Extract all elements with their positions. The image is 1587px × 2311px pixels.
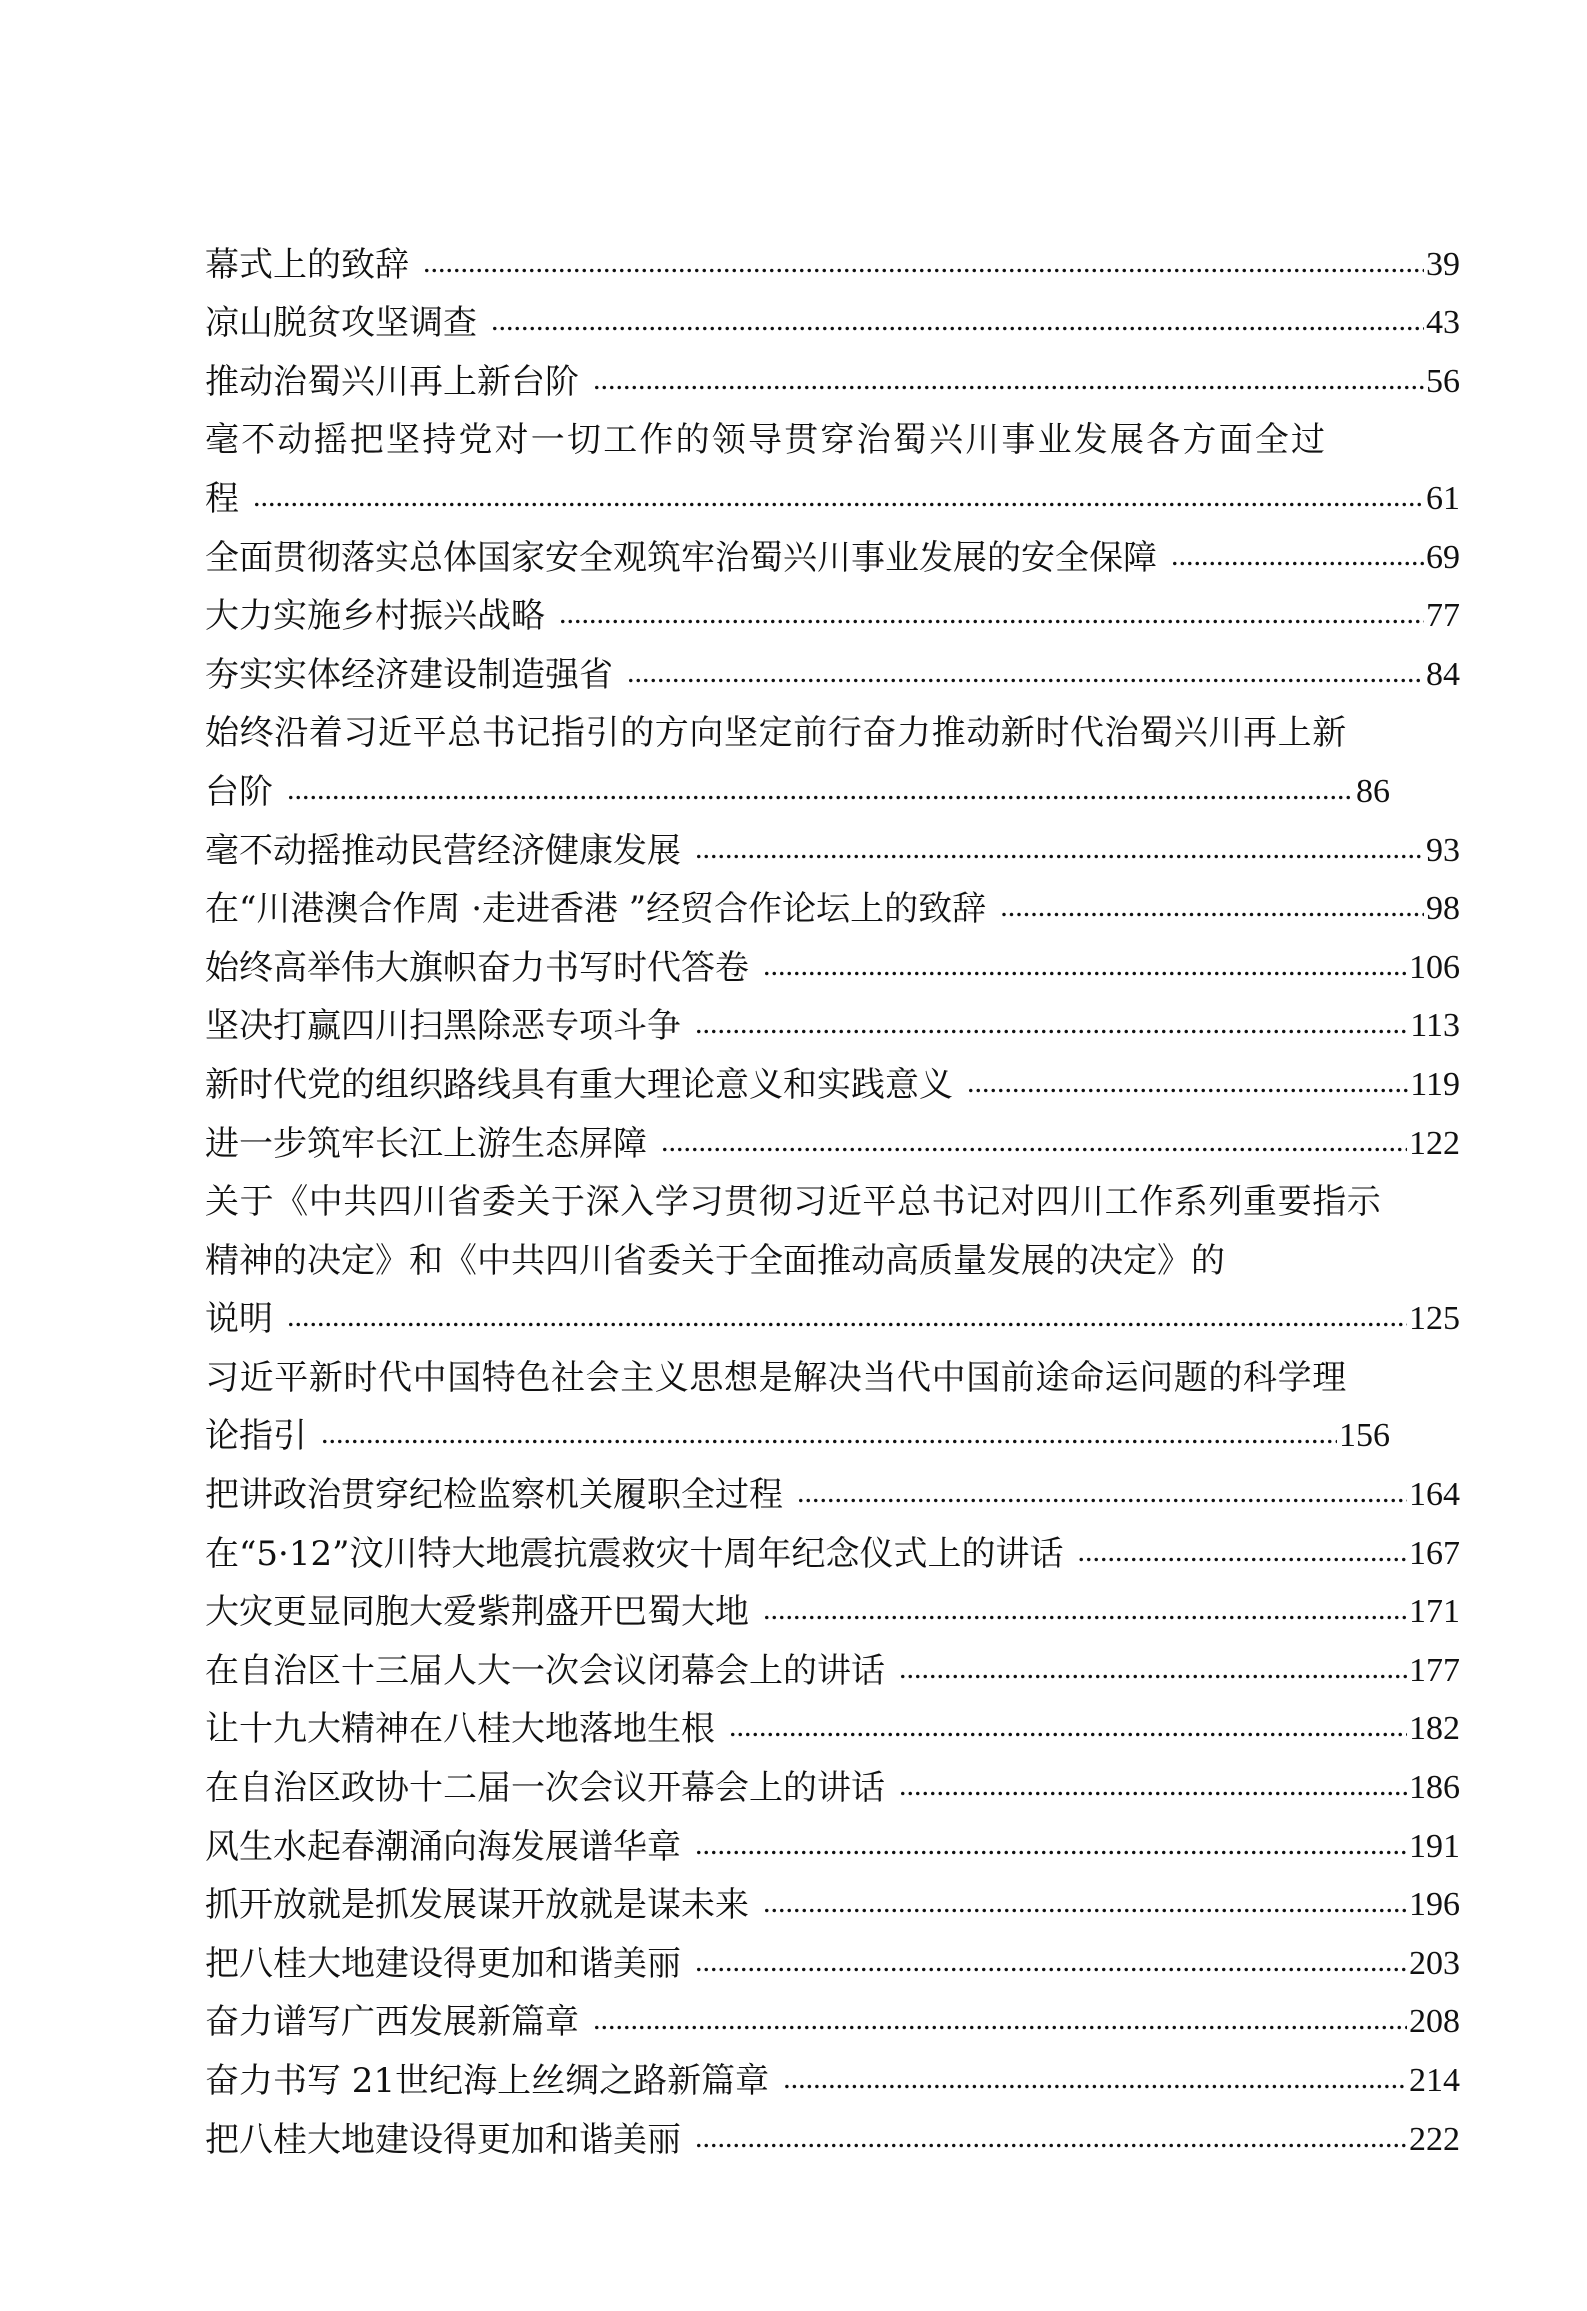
toc-entry[interactable]	[205, 1398, 1460, 1457]
toc-leader-dots	[321, 1414, 1337, 1454]
toc-entry[interactable]	[205, 1749, 1460, 1808]
toc-entry-title: 始终高举伟大旗帜奋力书写时代答卷	[205, 947, 749, 988]
toc-entry[interactable]	[205, 753, 1460, 812]
toc-entry-title: 夯实实体经济建设制造强省	[205, 654, 613, 695]
toc-leader-dots	[253, 477, 1424, 517]
toc-entry-title: 论指引	[205, 1416, 307, 1457]
toc-entry-page: 119	[1410, 1065, 1460, 1103]
toc-entry-title: 习近平新时代中国特色社会主义思想是解决当代中国前途命运问题的科学理	[205, 1357, 1347, 1398]
toc-entry-title: 大灾更显同胞大爱紫荆盛开巴蜀大地	[205, 1592, 749, 1633]
toc-entry-page: 191	[1409, 1827, 1460, 1865]
toc-leader-dots	[763, 1590, 1407, 1630]
toc-entry-page: 61	[1426, 479, 1460, 517]
toc-entry-page: 39	[1426, 245, 1460, 283]
toc-entry[interactable]	[205, 460, 1460, 519]
toc-entry-page: 98	[1426, 890, 1460, 928]
toc-entry-title: 毫不动摇推动民营经济健康发展	[205, 830, 681, 871]
toc-leader-dots	[1000, 887, 1424, 927]
toc-entry-title: 大力实施乡村振兴战略	[205, 596, 545, 637]
toc-entry-title: 全面贯彻落实总体国家安全观筑牢治蜀兴川事业发展的安全保障	[205, 537, 1157, 578]
toc-entry-title: 程	[205, 478, 239, 519]
toc-entry-title: 在自治区十三届人大一次会议闭幕会上的讲话	[205, 1650, 885, 1691]
toc-entry-title: 把讲政治贯穿纪检监察机关履职全过程	[205, 1475, 783, 1516]
toc-entry[interactable]	[205, 871, 1460, 930]
toc-entry-wrapped-line[interactable]	[205, 1222, 1460, 1281]
toc-entry[interactable]	[205, 2042, 1460, 2101]
toc-entry[interactable]	[205, 812, 1460, 871]
toc-entry-wrapped-line[interactable]	[205, 1339, 1460, 1398]
toc-entry[interactable]	[205, 519, 1460, 578]
toc-entry-page: 84	[1426, 655, 1460, 693]
toc-leader-dots	[627, 653, 1424, 693]
toc-entry[interactable]	[205, 1867, 1460, 1926]
toc-entry-title: 把八桂大地建设得更加和谐美丽	[205, 1943, 681, 1984]
toc-leader-dots	[729, 1707, 1407, 1747]
toc-entry[interactable]	[205, 1456, 1460, 1515]
toc-entry-page: 222	[1409, 2120, 1460, 2158]
toc-entry-page: 156	[1339, 1417, 1390, 1455]
toc-entry[interactable]	[205, 1691, 1460, 1750]
toc-entry[interactable]	[205, 2101, 1460, 2160]
toc-leader-dots	[1077, 1532, 1407, 1572]
toc-entry[interactable]	[205, 929, 1460, 988]
toc-entry-title: 毫不动摇把坚持党对一切工作的领导贯穿治蜀兴川事业发展各方面全过	[205, 420, 1328, 461]
toc-entry[interactable]	[205, 988, 1460, 1047]
toc-entry-wrapped-line[interactable]	[205, 1164, 1460, 1223]
toc-entry-page: 106	[1409, 948, 1460, 986]
toc-leader-dots	[695, 829, 1424, 869]
toc-leader-dots	[763, 946, 1407, 986]
toc-entry-page: 196	[1409, 1886, 1460, 1924]
toc-entry-page: 125	[1409, 1300, 1460, 1338]
toc-leader-dots	[695, 1825, 1407, 1865]
toc-entry[interactable]	[205, 1574, 1460, 1633]
toc-entry-page: 56	[1426, 362, 1460, 400]
toc-entry-title: 精神的决定》和《中共四川省委关于全面推动高质量发展的决定》的	[205, 1240, 1225, 1281]
toc-entry-title: 说明	[205, 1299, 273, 1340]
toc-entry-title: 幕式上的致辞	[205, 244, 409, 285]
toc-entry-title: 风生水起春潮涌向海发展谱华章	[205, 1826, 681, 1867]
toc-entry[interactable]	[205, 1515, 1460, 1574]
toc-entry-title: 在“5·12”汶川特大地震抗震救灾十周年纪念仪式上的讲话	[205, 1533, 1064, 1574]
toc-entry[interactable]	[205, 343, 1460, 402]
toc-leader-dots	[695, 2118, 1407, 2158]
toc-entry-title: 始终沿着习近平总书记指引的方向坚定前行奋力推动新时代治蜀兴川再上新	[205, 713, 1347, 754]
toc-entry-page: 214	[1409, 2062, 1460, 2099]
toc-entry-page: 167	[1409, 1534, 1460, 1572]
toc-leader-dots	[783, 2059, 1407, 2099]
toc-leader-dots	[423, 243, 1424, 283]
toc-leader-dots	[287, 770, 1354, 810]
toc-entry-page: 171	[1409, 1593, 1460, 1631]
toc-entry[interactable]	[205, 1984, 1460, 2043]
toc-leader-dots	[797, 1473, 1407, 1513]
toc-entry[interactable]	[205, 1281, 1460, 1340]
toc-entry-page: 77	[1426, 597, 1460, 635]
toc-entry-page: 122	[1409, 1124, 1460, 1162]
toc-entry-page: 203	[1409, 1944, 1460, 1982]
toc-entry-wrapped-line[interactable]	[205, 695, 1460, 754]
toc-entry[interactable]	[205, 578, 1460, 637]
toc-entry[interactable]	[205, 636, 1460, 695]
toc-entry-page: 93	[1426, 831, 1460, 869]
toc-entry-page: 164	[1409, 1476, 1460, 1514]
toc-entry-page: 43	[1426, 304, 1460, 342]
table-of-contents	[205, 226, 1460, 2160]
toc-leader-dots	[559, 594, 1424, 634]
toc-entry-title: 奋力书写 21世纪海上丝绸之路新篇章	[205, 2061, 770, 2101]
toc-entry-page: 86	[1356, 772, 1390, 810]
toc-entry-title: 奋力谱写广西发展新篇章	[205, 2002, 579, 2043]
toc-leader-dots	[695, 1004, 1408, 1044]
toc-entry-page: 69	[1426, 538, 1460, 576]
toc-entry[interactable]	[205, 1925, 1460, 1984]
toc-entry-page: 208	[1409, 2003, 1460, 2041]
toc-entry-title: 凉山脱贫攻坚调查	[205, 303, 477, 344]
toc-entry-page: 113	[1410, 1007, 1460, 1045]
toc-entry-title: 在自治区政协十二届一次会议开幕会上的讲话	[205, 1768, 885, 1809]
toc-entry-page: 182	[1409, 1710, 1460, 1748]
toc-leader-dots	[899, 1766, 1407, 1806]
toc-entry-title: 坚决打赢四川扫黑除恶专项斗争	[205, 1006, 681, 1047]
toc-entry[interactable]	[205, 1046, 1460, 1105]
toc-entry-title: 台阶	[205, 771, 273, 812]
toc-entry-title: 让十九大精神在八桂大地落地生根	[205, 1709, 715, 1750]
toc-entry-title: 进一步筑牢长江上游生态屏障	[205, 1123, 647, 1164]
toc-entry[interactable]	[205, 1632, 1460, 1691]
toc-entry[interactable]	[205, 1808, 1460, 1867]
toc-entry[interactable]	[205, 285, 1460, 344]
toc-entry-title: 推动治蜀兴川再上新台阶	[205, 361, 579, 402]
toc-leader-dots	[593, 2000, 1407, 2040]
toc-entry-title: 把八桂大地建设得更加和谐美丽	[205, 2119, 681, 2160]
toc-leader-dots	[593, 360, 1424, 400]
toc-entry-page: 186	[1409, 1769, 1460, 1807]
toc-leader-dots	[899, 1649, 1407, 1689]
toc-leader-dots	[287, 1297, 1407, 1337]
toc-entry-title: 新时代党的组织路线具有重大理论意义和实践意义	[205, 1064, 953, 1105]
toc-leader-dots	[491, 301, 1424, 341]
toc-entry[interactable]	[205, 1105, 1460, 1164]
toc-entry[interactable]	[205, 226, 1460, 285]
toc-entry-title: 抓开放就是抓发展谋开放就是谋未来	[205, 1885, 749, 1926]
toc-entry-title: 在“川港澳合作周 ·走进香港 ”经贸合作论坛上的致辞	[205, 889, 987, 930]
toc-leader-dots	[967, 1063, 1408, 1103]
toc-entry-wrapped-line[interactable]	[205, 402, 1460, 461]
toc-entry-title: 关于《中共四川省委关于深入学习贯彻习近平总书记对四川工作系列重要指示	[205, 1182, 1382, 1223]
toc-entry-page: 177	[1409, 1651, 1460, 1689]
toc-leader-dots	[1171, 536, 1424, 576]
toc-leader-dots	[661, 1122, 1407, 1162]
toc-leader-dots	[763, 1883, 1407, 1923]
toc-leader-dots	[695, 1942, 1407, 1982]
